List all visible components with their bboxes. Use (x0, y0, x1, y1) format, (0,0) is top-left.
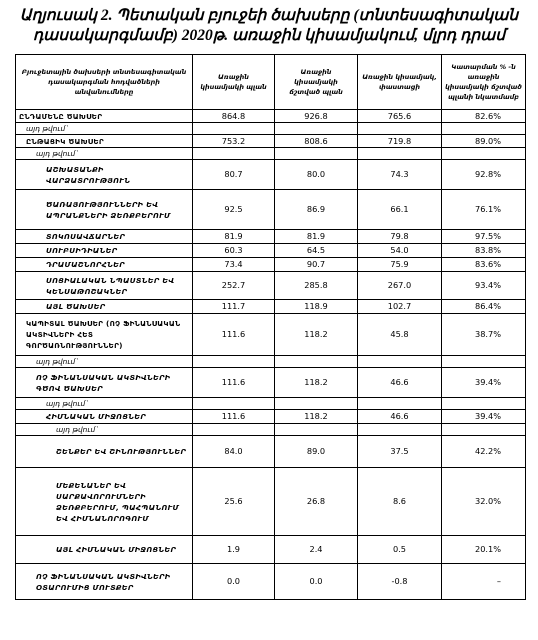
row-label: ԸՆԴԱՄԵՆԸ ԾԱԽՍԵՐ (16, 110, 193, 123)
cell-plan: 111.6 (193, 314, 275, 356)
row-label: այդ թվում` (16, 398, 193, 410)
cell-execution-percent: 83.6% (442, 258, 526, 272)
table-row (16, 110, 526, 123)
table-row (16, 564, 526, 600)
table-body (16, 110, 526, 600)
cell-plan: 111.6 (193, 368, 275, 398)
cell-adjusted-plan: 0.0 (275, 564, 358, 600)
cell-plan: 81.9 (193, 230, 275, 244)
cell-actual: -0.8 (358, 564, 442, 600)
cell-actual: 45.8 (358, 314, 442, 356)
cell-actual (358, 398, 442, 410)
cell-execution-percent: 97.5% (442, 230, 526, 244)
title-line-2: դասակարգմամբ) 2020թ. առաջին կիսամյակում, մլրդ դրամ (32, 27, 506, 44)
cell-execution-percent: 39.4% (442, 410, 526, 424)
cell-actual: 46.6 (358, 410, 442, 424)
header-item-name: Բյուջետային ծախսերի տնտեսագիտական դասակարգման հոդվածների անվանումները (16, 55, 193, 110)
row-label: ԱՅԼ ՀԻՄՆԱԿԱՆ ՄԻՋՈՑՆԵՐ (16, 536, 193, 564)
header-plan: Առաջին կիսամյակի պլան (193, 55, 275, 110)
table-header-row (16, 55, 526, 110)
table-title (0, 6, 538, 46)
row-label: ԴՐԱՄԱՇՆՈՐՀՆԵՐ (16, 258, 193, 272)
cell-plan (193, 398, 275, 410)
cell-execution-percent: 76.1% (442, 190, 526, 230)
row-label: ՄԵՔԵՆԱՆԵՐ ԵՎ ՍԱՐՔԱՎՈՐՈՒՄՆԵՐԻ ՁԵՌՔԲԵՐՈՒՄ, ՊԱՀՊԱՆՈՒՄ ԵՎ ՀԻՄՆԱՆՈՐՈԳՈՒՄ (16, 468, 193, 536)
cell-actual: 54.0 (358, 244, 442, 258)
table-row (16, 410, 526, 424)
row-label: այդ թվում` (16, 356, 193, 368)
cell-actual (358, 148, 442, 160)
row-label: ԱՅԼ ԾԱԽՍԵՐ (16, 300, 193, 314)
row-label: ՍՈՒԲՍԻԴԻԱՆԵՐ (16, 244, 193, 258)
cell-actual: 37.5 (358, 436, 442, 468)
cell-plan: 864.8 (193, 110, 275, 123)
table-row (16, 398, 526, 410)
cell-plan (193, 424, 275, 436)
cell-adjusted-plan: 118.2 (275, 410, 358, 424)
cell-plan: 0.0 (193, 564, 275, 600)
cell-execution-percent (442, 424, 526, 436)
cell-actual: 8.6 (358, 468, 442, 536)
table-row (16, 244, 526, 258)
cell-execution-percent: 32.0% (442, 468, 526, 536)
cell-execution-percent: 39.4% (442, 368, 526, 398)
cell-actual: 0.5 (358, 536, 442, 564)
cell-execution-percent: 93.4% (442, 272, 526, 300)
table-row (16, 123, 526, 135)
cell-execution-percent: 42.2% (442, 436, 526, 468)
cell-actual: 765.6 (358, 110, 442, 123)
row-label: այդ թվում` (16, 424, 193, 436)
table-row (16, 536, 526, 564)
cell-adjusted-plan: 90.7 (275, 258, 358, 272)
table-row (16, 368, 526, 398)
cell-adjusted-plan: 2.4 (275, 536, 358, 564)
cell-actual (358, 356, 442, 368)
header-adjusted-plan: Առաջին կիսամյակի ճշտված պլան (275, 55, 358, 110)
cell-execution-percent: 89.0% (442, 135, 526, 148)
table-row (16, 424, 526, 436)
header-execution-percent: Կատարման % -ն առաջին կիսամյակի ճշտված պլանի նկատմամբ (442, 55, 526, 110)
cell-plan: 73.4 (193, 258, 275, 272)
row-label: ԿԱՊԻՏԱԼ ԾԱԽՍԵՐ (ՈՉ ՖԻՆԱՆՍԱԿԱՆ ԱԿՏԻՎՆԵՐԻ ՀԵՏ ԳՈՐԾԱՌՆՈՒԹՅՈՒՆՆԵՐ) (16, 314, 193, 356)
row-label: այդ թվում` (16, 148, 193, 160)
cell-actual (358, 123, 442, 135)
cell-adjusted-plan: 118.2 (275, 314, 358, 356)
cell-plan: 111.7 (193, 300, 275, 314)
row-label: այդ թվում` (16, 123, 193, 135)
cell-execution-percent: 38.7% (442, 314, 526, 356)
row-label: ՇԵՆՔԵՐ ԵՎ ՇԻՆՈՒԹՅՈՒՆՆԵՐ (16, 436, 193, 468)
cell-adjusted-plan (275, 123, 358, 135)
budget-expenditure-table (15, 54, 526, 600)
cell-actual: 75.9 (358, 258, 442, 272)
row-label: ԸՆԹԱՑԻԿ ԾԱԽՍԵՐ (16, 135, 193, 148)
cell-execution-percent: 92.8% (442, 160, 526, 190)
cell-plan (193, 148, 275, 160)
cell-execution-percent (442, 356, 526, 368)
cell-execution-percent (442, 123, 526, 135)
cell-plan: 92.5 (193, 190, 275, 230)
table-row (16, 135, 526, 148)
cell-adjusted-plan: 86.9 (275, 190, 358, 230)
cell-plan: 25.6 (193, 468, 275, 536)
cell-execution-percent: 86.4% (442, 300, 526, 314)
row-label: ՀԻՄՆԱԿԱՆ ՄԻՋՈՑՆԵՐ (16, 410, 193, 424)
cell-actual: 74.3 (358, 160, 442, 190)
cell-adjusted-plan: 89.0 (275, 436, 358, 468)
table-row (16, 436, 526, 468)
table-row (16, 190, 526, 230)
row-label: ՈՉ ՖԻՆԱՆՍԱԿԱՆ ԱԿՏԻՎՆԵՐԻ ՕՏԱՐՈՒՄԻՑ ՄՈՒՏՔԵՐ (16, 564, 193, 600)
table-row (16, 148, 526, 160)
cell-plan: 753.2 (193, 135, 275, 148)
table-row (16, 300, 526, 314)
cell-execution-percent: – (442, 564, 526, 600)
table-row (16, 314, 526, 356)
cell-adjusted-plan: 118.9 (275, 300, 358, 314)
cell-actual: 66.1 (358, 190, 442, 230)
cell-execution-percent: 83.8% (442, 244, 526, 258)
table-row (16, 230, 526, 244)
cell-adjusted-plan: 26.8 (275, 468, 358, 536)
table-row (16, 258, 526, 272)
cell-adjusted-plan: 118.2 (275, 368, 358, 398)
cell-plan: 84.0 (193, 436, 275, 468)
row-label: ՏՈԿՈՍԱՎՃԱՐՆԵՐ (16, 230, 193, 244)
cell-execution-percent: 82.6% (442, 110, 526, 123)
table-row (16, 356, 526, 368)
cell-plan: 1.9 (193, 536, 275, 564)
cell-plan: 111.6 (193, 410, 275, 424)
cell-plan: 60.3 (193, 244, 275, 258)
cell-actual: 46.6 (358, 368, 442, 398)
table-row (16, 468, 526, 536)
cell-plan (193, 123, 275, 135)
cell-adjusted-plan (275, 398, 358, 410)
row-label: ՈՉ ՖԻՆԱՆՍԱԿԱՆ ԱԿՏԻՎՆԵՐԻ ԳԾՈՎ ԾԱԽՍԵՐ (16, 368, 193, 398)
cell-plan: 252.7 (193, 272, 275, 300)
cell-adjusted-plan (275, 424, 358, 436)
cell-adjusted-plan: 808.6 (275, 135, 358, 148)
cell-plan (193, 356, 275, 368)
cell-adjusted-plan: 285.8 (275, 272, 358, 300)
row-label: ՍՈՑԻԱԼԱԿԱՆ ՆՊԱՍՏՆԵՐ ԵՎ ԿԵՆՍԱԹՈՇԱԿՆԵՐ (16, 272, 193, 300)
cell-adjusted-plan: 64.5 (275, 244, 358, 258)
cell-adjusted-plan (275, 356, 358, 368)
title-line-1: Աղյուսակ 2. Պետական բյուջեի ծախսերը (տնտեսագիտական (19, 7, 519, 24)
header-actual: Առաջին կիսամյակ, փաստացի (358, 55, 442, 110)
cell-actual: 719.8 (358, 135, 442, 148)
row-label: ԾԱՌԱՅՈՒԹՅՈՒՆՆԵՐԻ ԵՎ ԱՊՐԱՆՔՆԵՐԻ ՁԵՌՔԲԵՐՈՒՄ (16, 190, 193, 230)
cell-adjusted-plan: 80.0 (275, 160, 358, 190)
cell-actual: 267.0 (358, 272, 442, 300)
cell-execution-percent (442, 398, 526, 410)
cell-plan: 80.7 (193, 160, 275, 190)
table-row (16, 160, 526, 190)
cell-execution-percent: 20.1% (442, 536, 526, 564)
cell-actual: 79.8 (358, 230, 442, 244)
cell-adjusted-plan: 926.8 (275, 110, 358, 123)
cell-adjusted-plan: 81.9 (275, 230, 358, 244)
cell-adjusted-plan (275, 148, 358, 160)
table-row (16, 272, 526, 300)
cell-actual (358, 424, 442, 436)
cell-actual: 102.7 (358, 300, 442, 314)
row-label: ԱՇԽԱՏԱՆՔԻ ՎԱՐՁԱՏՐՈՒԹՅՈՒՆ (16, 160, 193, 190)
cell-execution-percent (442, 148, 526, 160)
